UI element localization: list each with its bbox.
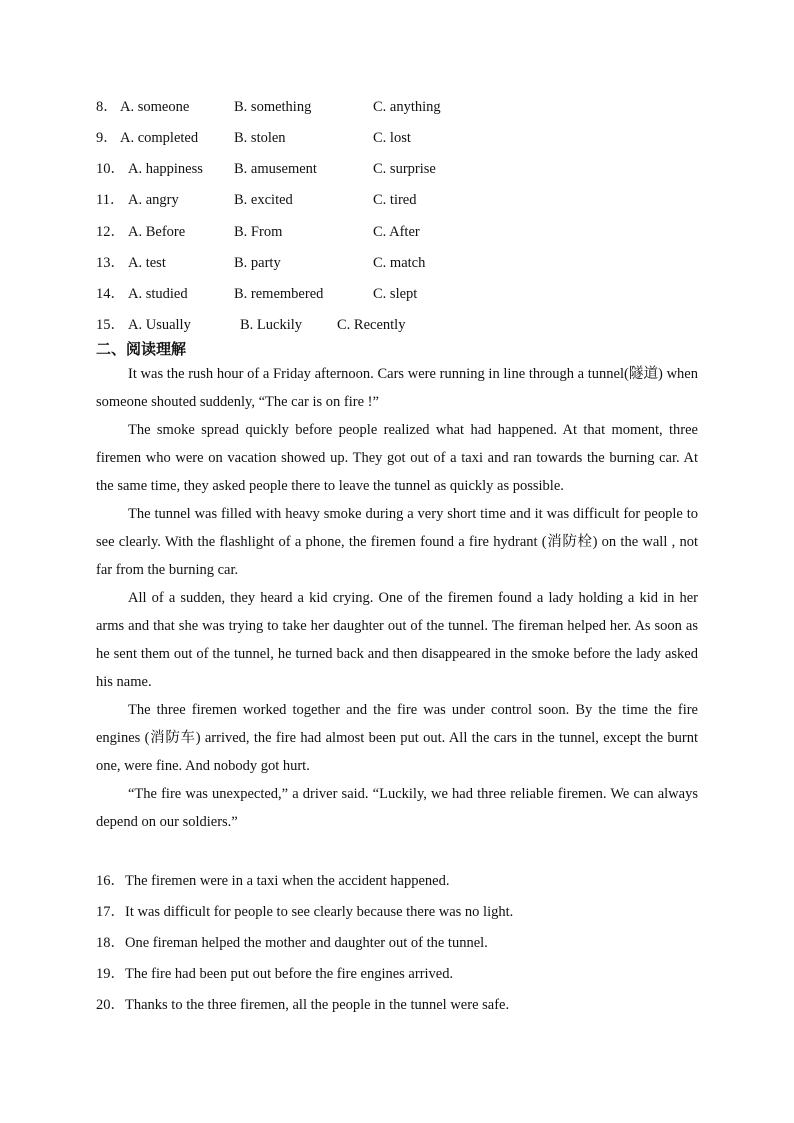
- question-number: 11．: [96, 192, 125, 208]
- passage-paragraph: The smoke spread quickly before people realized what had happened. At that moment, three firemen who were on vacation showed up. They got out of a taxi and ran towards the burning car. At the same time, they asked people there to leave the tunnel as quickly as possible.: [96, 422, 698, 494]
- passage-paragraph: All of a sudden, they heard a kid crying. One of the firemen found a lady holding a kid in her arms and that she was trying to take her daughter out of the tunnel. The fireman helped her. As soon as he sent them out of the tunnel, he turned back and then disappeared in the smoke before the lady asked his name.: [96, 590, 698, 690]
- statement-18: 18．One fireman helped the mother and daughter out of the tunnel.: [96, 935, 488, 951]
- option-b: B. something: [234, 99, 312, 115]
- option-c: C. surprise: [373, 161, 436, 177]
- option-a: A. test: [128, 255, 166, 271]
- option-b: B. excited: [234, 192, 293, 208]
- statement-19: 19．The fire had been put out before the fire engines arrived.: [96, 966, 454, 982]
- statement-20: 20．Thanks to the three firemen, all the people in the tunnel were safe.: [96, 997, 510, 1013]
- question-number: 12．: [96, 224, 125, 240]
- option-b: B. stolen: [234, 130, 286, 146]
- option-b: B. amusement: [234, 161, 317, 177]
- option-b: B. remembered: [234, 286, 324, 302]
- option-c: C. anything: [373, 99, 441, 115]
- option-a: A. happiness: [128, 161, 203, 177]
- passage-paragraph: The tunnel was filled with heavy smoke during a very short time and it was difficult for people to see clearly. With the flashlight of a phone, the firemen found a fire hydrant (消防栓) on the wall , not far from the burning car.: [96, 506, 698, 578]
- option-c: C. tired: [373, 192, 417, 208]
- question-number: 15．: [96, 317, 125, 333]
- option-b: B. party: [234, 255, 281, 271]
- question-number: 10．: [96, 161, 125, 177]
- question-number: 8．: [96, 99, 118, 115]
- option-a: A. studied: [128, 286, 188, 302]
- option-a: A. Before: [128, 224, 186, 240]
- option-c: C. lost: [373, 130, 411, 146]
- option-a: A. someone: [120, 99, 190, 115]
- question-number: 9．: [96, 130, 118, 146]
- statement-16: 16．The firemen were in a taxi when the accident happened.: [96, 873, 450, 889]
- section-title: 二、阅读理解: [96, 340, 187, 358]
- option-a: A. completed: [120, 130, 199, 146]
- passage-paragraph: It was the rush hour of a Friday afternoon. Cars were running in line through a tunnel(隧道) when someone shouted suddenly, “The car is on fire !”: [96, 366, 698, 410]
- option-c: C. After: [373, 224, 420, 240]
- passage-paragraph: The three firemen worked together and the fire was under control soon. By the time the fire engines (消防车) arrived, the fire had almost been put out. All the cars in the tunnel, except the burnt one, were fine. And nobody got hurt.: [96, 702, 698, 774]
- option-c: C. match: [373, 255, 426, 271]
- option-c: C. Recently: [337, 317, 406, 333]
- passage-paragraph: “The fire was unexpected,” a driver said. “Luckily, we had three reliable firemen. We can always depend on our soldiers.”: [96, 786, 698, 830]
- question-number: 13．: [96, 255, 125, 271]
- option-b: B. From: [234, 224, 283, 240]
- reading-passage: [96, 360, 698, 836]
- question-number: 14．: [96, 286, 125, 302]
- option-b: B. Luckily: [240, 317, 303, 333]
- option-a: A. Usually: [128, 317, 191, 333]
- statement-17: 17．It was difficult for people to see clearly because there was no light.: [96, 904, 514, 920]
- option-a: A. angry: [128, 192, 179, 208]
- option-c: C. slept: [373, 286, 418, 302]
